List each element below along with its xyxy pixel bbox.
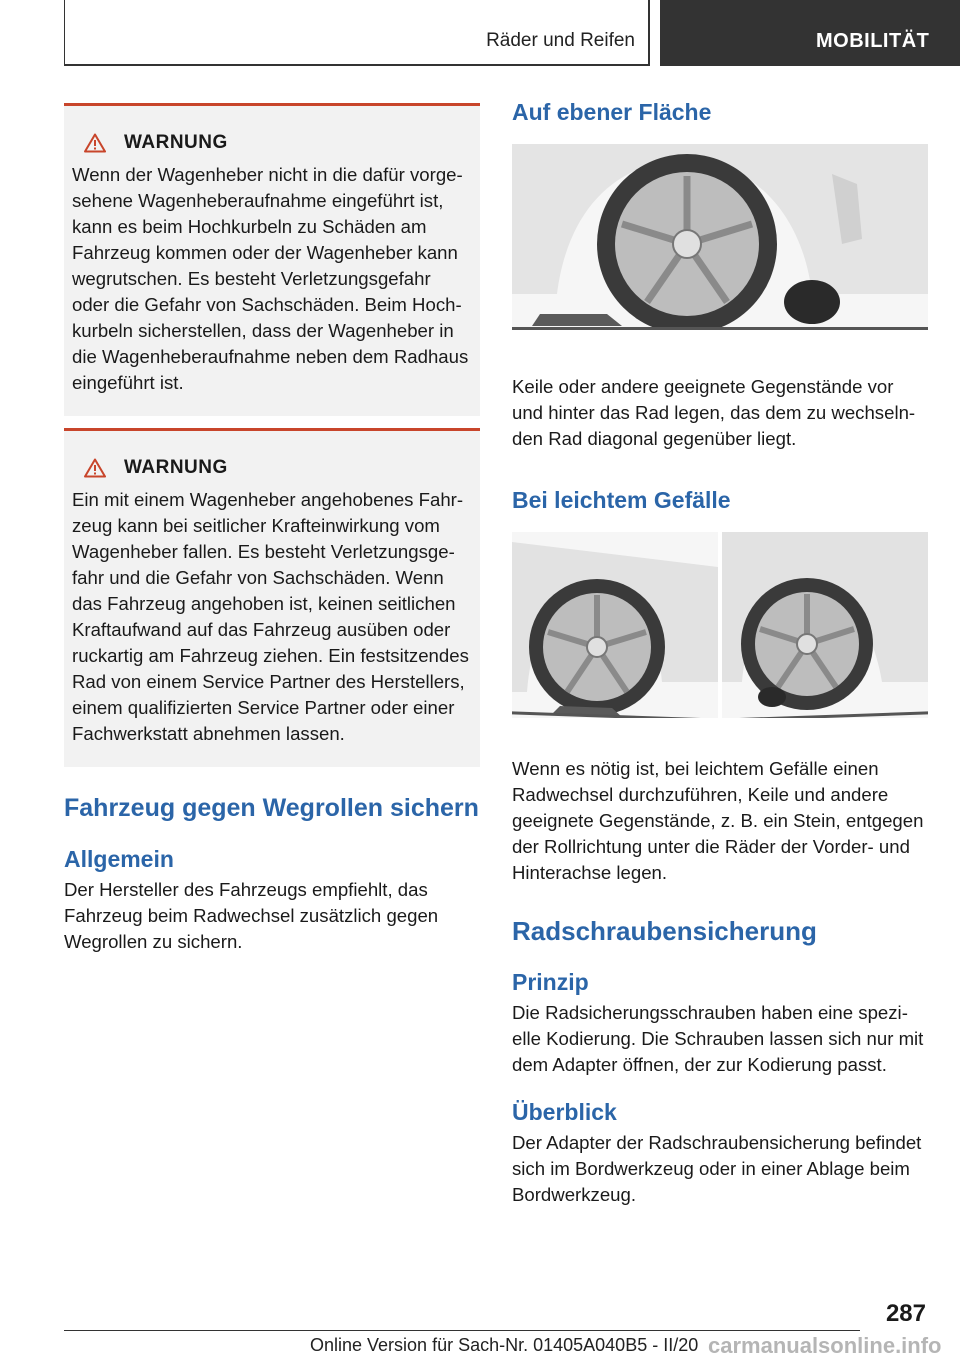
warning-title: WARNUNG [124, 132, 228, 153]
subsection-title-flat-surface: Auf ebener Fläche [512, 99, 712, 125]
warning-header [84, 457, 472, 479]
header-section-label: Räder und Reifen [486, 30, 635, 51]
principle-text: Die Radsicherungsschrauben haben eine spezielle Kodierung. Die Schrauben lassen sich nur mit dem Adapter öffnen, der zur Kodierung passt. [512, 1002, 924, 1075]
flat-surface-wheel-illustration [512, 144, 928, 330]
warning-text: Ein mit einem Wagenheber angehobenes Fahrzeug kann bei seitlicher Krafteinwirkung vom Wagenheber fallen. Es besteht Verletzungsgefahr und die Gefahr von Sachschäden. Wenn das Fahrzeug angehoben ist, keinen seitlichen Kraftaufwand auf das Fahrzeug ausüben oder ruckartig am Fahrzeug ziehen. Ein festsitzendes Rad von einem Service Partner des Herstellers, einem qualifizierten Service Partner oder einer Fachwerkstatt abnehmen lassen. [72, 489, 469, 744]
subsection-title-overview: Überblick [512, 1099, 617, 1125]
figure-ground-line [512, 327, 928, 330]
rear-wheel-chock-image [722, 532, 928, 718]
subsection-title-slight-slope: Bei leichtem Gefälle [512, 487, 731, 513]
warning-title: WARNUNG [124, 457, 228, 478]
slope-rear-wheel-illustration [722, 532, 928, 718]
left-column [64, 103, 480, 955]
page-number: 287 [885, 1300, 926, 1327]
front-wheel-chock-image [512, 532, 718, 718]
subsection-title-general: Allgemein [64, 846, 174, 872]
subsection-title-principle: Prinzip [512, 969, 589, 995]
footer-rule [64, 1330, 860, 1331]
general-text: Der Hersteller des Fahrzeugs empfiehlt, das Fahrzeug beim Radwechsel zusätzlich gegen Wegrollen zu sichern. [64, 879, 439, 952]
watermark: carmanualsonline.info [700, 1333, 960, 1362]
warning-text: Wenn der Wagenheber nicht in die dafür vorgesehene Wagenheberaufnahme eingeführt ist, kann es beim Hochkurbeln zu Schäden am Fahrzeug kommen oder der Wagenheber kann wegrutschen. Es besteht Verletzungsgefahr oder die Gefahr von Sachschäden. Beim Hochkurbeln sicherstellen, dass der Wagenheber in die Wagenheberaufnahme neben dem Radhaus eingeführt ist. [72, 164, 469, 393]
warning-triangle-icon [84, 133, 106, 153]
slope-front-wheel-illustration [512, 532, 718, 718]
slight-slope-text: Wenn es nötig ist, bei leichtem Gefälle einen Radwechsel durchzuführen, Keile und andere geeignete Gegenstände, z. B. ein Stein, entgegen der Rollrichtung unter die Räder der Vorder- und Hinterachse legen. [512, 758, 924, 883]
warning-header [84, 132, 472, 154]
header-bottom-rule [64, 64, 648, 66]
header-left-rule [64, 0, 65, 66]
warning-triangle-icon [84, 458, 106, 478]
right-column [512, 98, 928, 1208]
section-title-wheel-lock: Radschraubensicherung [512, 916, 817, 946]
slope-illustrations [512, 532, 928, 718]
overview-text: Der Adapter der Radschraubensicherung befindet sich im Bordwerkzeug oder in einer Ablage beim Bordwerkzeug. [512, 1132, 922, 1205]
warning-box-jack-insertion [64, 103, 480, 416]
flat-surface-text: Keile oder andere geeignete Gegenstände vor und hinter das Rad legen, das dem zu wechselnden Rad diagonal gegenüber liegt. [512, 376, 916, 449]
warning-box-vehicle-falling [64, 428, 480, 767]
header-chapter-tab: MOBILITÄT [660, 0, 960, 66]
online-version-note: Online Version für Sach-Nr. 01405A040B5 - II/20 [310, 1335, 699, 1355]
wheel-chock-flat-image [512, 144, 928, 330]
header-section-divider [648, 0, 650, 66]
section-title-prevent-rolling: Fahrzeug gegen Wegrollen sichern [64, 794, 479, 822]
